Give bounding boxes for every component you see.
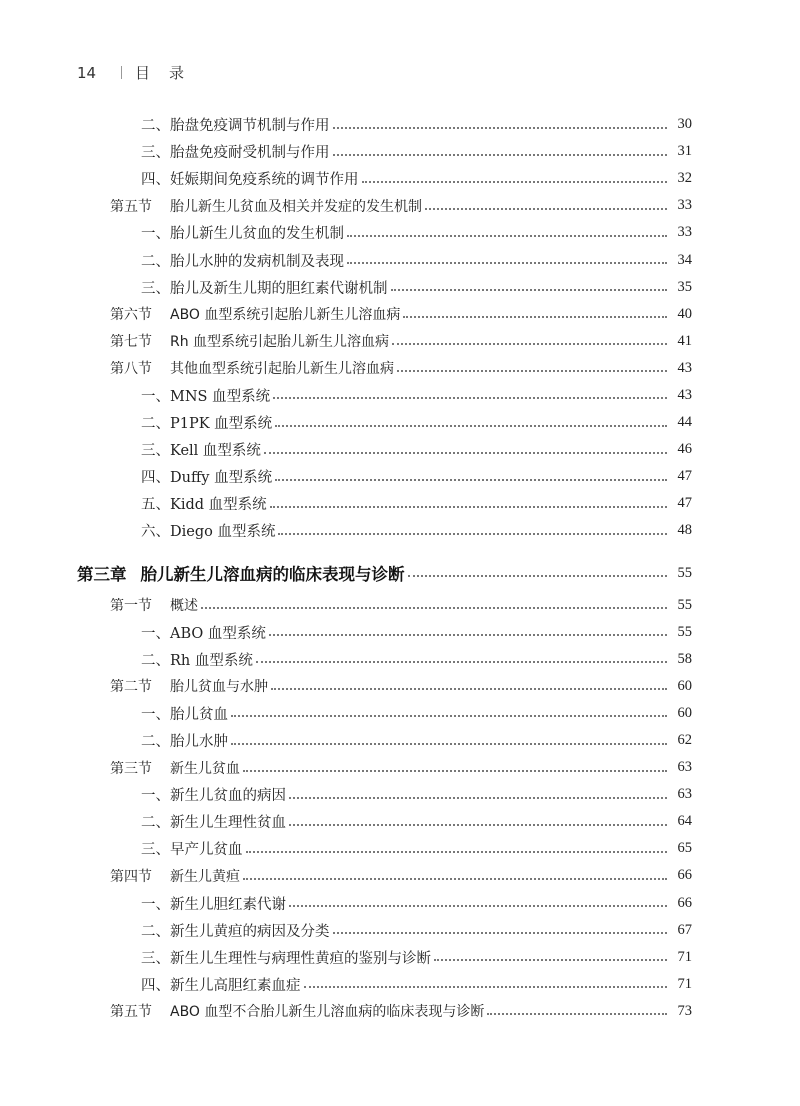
toc-sub-entry[interactable] bbox=[0, 971, 692, 998]
toc-entry-page-number: 35 bbox=[677, 278, 692, 295]
toc-entry-page-number: 60 bbox=[677, 677, 692, 694]
toc-entry-title: 二、胎儿水肿的发病机制及表现 bbox=[141, 253, 344, 270]
dot-leader bbox=[256, 661, 667, 663]
toc-section-entry[interactable] bbox=[0, 355, 692, 382]
toc-entry-label bbox=[141, 649, 253, 670]
table-of-contents bbox=[0, 111, 800, 1025]
dot-leader bbox=[333, 932, 668, 934]
toc-entry-label bbox=[141, 277, 388, 298]
toc-entry-page-number: 66 bbox=[677, 894, 692, 911]
toc-entry-label bbox=[141, 141, 330, 162]
toc-entry-page-number: 43 bbox=[677, 386, 692, 403]
dot-leader bbox=[333, 154, 668, 156]
toc-entry-label bbox=[110, 1001, 484, 1021]
dot-leader bbox=[273, 397, 667, 399]
toc-section-entry[interactable] bbox=[0, 192, 692, 219]
toc-entry-number: 第四节 bbox=[110, 868, 152, 885]
dot-leader bbox=[289, 797, 667, 799]
toc-sub-entry[interactable] bbox=[0, 219, 692, 246]
toc-entry-title: 二、新生儿生理性贫血 bbox=[141, 815, 286, 832]
toc-entry-title: 胎儿贫血与水肿 bbox=[170, 679, 268, 696]
toc-entry-number: 第五节 bbox=[110, 198, 152, 215]
toc-entry-page-number: 31 bbox=[677, 143, 692, 160]
dot-leader bbox=[397, 370, 667, 372]
toc-sub-entry[interactable] bbox=[0, 808, 692, 835]
toc-sub-entry[interactable] bbox=[0, 700, 692, 727]
toc-section-entry[interactable] bbox=[0, 301, 692, 328]
toc-entry-title: 三、新生儿生理性与病理性黄疸的鉴别与诊断 bbox=[141, 950, 431, 967]
toc-entry-label bbox=[141, 520, 275, 541]
toc-entry-number: 第六节 bbox=[110, 307, 152, 324]
toc-entry-label bbox=[141, 974, 301, 995]
toc-entry-title: 四、妊娠期间免疫系统的调节作用 bbox=[141, 172, 359, 189]
toc-entry-page-number: 63 bbox=[677, 759, 692, 776]
toc-entry-title: 三、胎儿及新生儿期的胆红素代谢机制 bbox=[141, 280, 388, 297]
toc-entry-page-number: 33 bbox=[677, 224, 692, 241]
toc-entry-page-number: 32 bbox=[677, 170, 692, 187]
toc-sub-entry[interactable] bbox=[0, 835, 692, 862]
toc-entry-title: 六、Diego 血型系统 bbox=[141, 524, 276, 541]
toc-entry-title: 二、Rh 血型系统 bbox=[141, 652, 253, 669]
toc-entry-title: 四、新生儿高胆红素血症 bbox=[141, 977, 301, 994]
dot-leader bbox=[289, 905, 667, 907]
toc-entry-number: 第五节 bbox=[110, 1004, 152, 1021]
toc-section-entry[interactable] bbox=[0, 754, 692, 781]
toc-entry-number: 第三节 bbox=[110, 760, 152, 777]
toc-entry-label bbox=[110, 358, 394, 378]
page-header bbox=[77, 62, 203, 83]
dot-leader bbox=[425, 208, 667, 210]
toc-entry-label bbox=[141, 730, 228, 751]
toc-entry-label bbox=[141, 439, 261, 460]
toc-entry-label bbox=[110, 595, 198, 615]
toc-entry-label bbox=[141, 703, 228, 724]
toc-entry-label bbox=[110, 331, 389, 351]
dot-leader bbox=[243, 878, 667, 880]
toc-entry-title: 一、新生儿贫血的病因 bbox=[141, 788, 286, 805]
toc-entry-number: 第七节 bbox=[110, 334, 152, 351]
toc-chapter-entry[interactable] bbox=[0, 557, 692, 590]
dot-leader bbox=[403, 316, 667, 318]
toc-sub-entry[interactable] bbox=[0, 619, 692, 646]
toc-entry-page-number: 73 bbox=[677, 1002, 692, 1019]
toc-entry-number: 第三章 bbox=[77, 565, 127, 584]
toc-section-entry[interactable] bbox=[0, 998, 692, 1025]
dot-leader bbox=[201, 607, 667, 609]
toc-entry-label bbox=[141, 811, 286, 832]
toc-sub-entry[interactable] bbox=[0, 111, 692, 138]
toc-entry-title: 一、新生儿胆红素代谢 bbox=[141, 896, 286, 913]
toc-entry-number: 第二节 bbox=[110, 679, 152, 696]
toc-section-entry[interactable] bbox=[0, 328, 692, 355]
toc-sub-entry[interactable] bbox=[0, 890, 692, 917]
dot-leader bbox=[391, 289, 668, 291]
toc-section-entry[interactable] bbox=[0, 592, 692, 619]
toc-entry-label bbox=[141, 222, 344, 243]
toc-entry-label bbox=[141, 893, 286, 914]
toc-entry-page-number: 44 bbox=[677, 414, 692, 431]
toc-entry-page-number: 58 bbox=[677, 650, 692, 667]
toc-sub-entry[interactable] bbox=[0, 463, 692, 490]
toc-entry-page-number: 55 bbox=[677, 596, 692, 613]
toc-entry-label bbox=[141, 622, 266, 643]
dot-leader bbox=[246, 851, 668, 853]
toc-entry-page-number: 34 bbox=[677, 251, 692, 268]
toc-entry-label bbox=[110, 676, 268, 696]
toc-sub-entry[interactable] bbox=[0, 436, 692, 463]
dot-leader bbox=[270, 506, 667, 508]
toc-entry-page-number: 60 bbox=[677, 704, 692, 721]
dot-leader bbox=[275, 479, 667, 481]
toc-entry-title: ABO 血型不合胎儿新生儿溶血病的临床表现与诊断 bbox=[170, 1004, 485, 1021]
toc-entry-page-number: 63 bbox=[677, 786, 692, 803]
dot-leader bbox=[362, 181, 668, 183]
toc-entry-page-number: 47 bbox=[677, 495, 692, 512]
toc-sub-entry[interactable] bbox=[0, 138, 692, 165]
toc-entry-title: 二、胎儿水肿 bbox=[141, 734, 228, 751]
dot-leader bbox=[243, 770, 667, 772]
dot-leader bbox=[264, 452, 667, 454]
toc-sub-entry[interactable] bbox=[0, 409, 692, 436]
toc-entry-label bbox=[141, 412, 272, 433]
page-number: 14 bbox=[77, 63, 97, 82]
toc-entry-page-number: 71 bbox=[677, 948, 692, 965]
toc-sub-entry[interactable] bbox=[0, 917, 692, 944]
toc-entry-label bbox=[110, 866, 240, 886]
toc-entry-label bbox=[141, 114, 330, 135]
dot-leader bbox=[271, 688, 667, 690]
dot-leader bbox=[304, 986, 668, 988]
toc-entry-label bbox=[141, 466, 272, 487]
dot-leader bbox=[347, 262, 667, 264]
toc-entry-title: 四、Duffy 血型系统 bbox=[141, 470, 273, 487]
toc-entry-label bbox=[141, 920, 330, 941]
toc-entry-page-number: 64 bbox=[677, 813, 692, 830]
toc-entry-number: 第一节 bbox=[110, 598, 152, 615]
toc-entry-page-number: 67 bbox=[677, 921, 692, 938]
dot-leader bbox=[269, 634, 667, 636]
dot-leader bbox=[392, 343, 667, 345]
toc-entry-title: 三、Kell 血型系统 bbox=[141, 443, 261, 460]
toc-entry-title: 二、新生儿黄疸的病因及分类 bbox=[141, 923, 330, 940]
toc-entry-label bbox=[110, 304, 400, 324]
toc-entry-page-number: 41 bbox=[677, 332, 692, 349]
dot-leader bbox=[275, 425, 667, 427]
toc-entry-label bbox=[141, 250, 344, 271]
toc-section-entry[interactable] bbox=[0, 862, 692, 889]
toc-entry-page-number: 55 bbox=[677, 623, 692, 640]
toc-entry-title: 五、Kidd 血型系统 bbox=[141, 497, 267, 514]
dot-leader bbox=[231, 743, 667, 745]
dot-leader bbox=[408, 575, 668, 577]
toc-sub-entry[interactable] bbox=[0, 246, 692, 273]
toc-sub-entry[interactable] bbox=[0, 274, 692, 301]
toc-entry-title: 二、胎盘免疫调节机制与作用 bbox=[141, 118, 330, 135]
toc-entry-title: 一、ABO 血型系统 bbox=[141, 625, 266, 642]
toc-entry-title: 新生儿黄疸 bbox=[170, 868, 240, 885]
toc-entry-title: 一、胎儿贫血 bbox=[141, 706, 228, 723]
toc-entry-page-number: 71 bbox=[677, 975, 692, 992]
dot-leader bbox=[487, 1013, 667, 1015]
toc-entry-page-number: 43 bbox=[677, 359, 692, 376]
toc-sub-entry[interactable] bbox=[0, 944, 692, 971]
toc-sub-entry[interactable] bbox=[0, 727, 692, 754]
header-title: 目录 bbox=[135, 64, 204, 82]
toc-entry-title: Rh 血型系统引起胎儿新生儿溶血病 bbox=[170, 334, 390, 351]
toc-entry-label bbox=[141, 784, 286, 805]
toc-entry-page-number: 33 bbox=[677, 197, 692, 214]
header-divider bbox=[121, 66, 122, 79]
toc-entry-number: 第八节 bbox=[110, 361, 152, 378]
dot-leader bbox=[231, 715, 667, 717]
toc-entry-label bbox=[141, 838, 243, 859]
dot-leader bbox=[333, 127, 668, 129]
toc-entry-title: 胎儿新生儿贫血及相关并发症的发生机制 bbox=[170, 198, 422, 215]
toc-entry-page-number: 30 bbox=[677, 116, 692, 133]
toc-entry-label bbox=[110, 758, 240, 778]
toc-section-entry[interactable] bbox=[0, 673, 692, 700]
toc-entry-page-number: 47 bbox=[677, 468, 692, 485]
toc-sub-entry[interactable] bbox=[0, 781, 692, 808]
dot-leader bbox=[289, 824, 667, 826]
toc-entry-label bbox=[141, 168, 359, 189]
toc-entry-page-number: 46 bbox=[677, 441, 692, 458]
toc-sub-entry[interactable] bbox=[0, 165, 692, 192]
toc-entry-title: 一、MNS 血型系统 bbox=[141, 388, 271, 405]
toc-entry-title: 概述 bbox=[170, 598, 198, 615]
toc-entry-title: 三、胎盘免疫耐受机制与作用 bbox=[141, 145, 330, 162]
dot-leader bbox=[347, 235, 667, 237]
toc-entry-title: 三、早产儿贫血 bbox=[141, 842, 243, 859]
toc-entry-page-number: 66 bbox=[677, 867, 692, 884]
toc-entry-page-number: 65 bbox=[677, 840, 692, 857]
toc-entry-title: 一、胎儿新生儿贫血的发生机制 bbox=[141, 226, 344, 243]
toc-entry-title: 胎儿新生儿溶血病的临床表现与诊断 bbox=[140, 565, 405, 584]
toc-entry-label bbox=[141, 493, 267, 514]
toc-entry-page-number: 48 bbox=[677, 522, 692, 539]
dot-leader bbox=[278, 533, 667, 535]
dot-leader bbox=[434, 959, 667, 961]
toc-entry-title: 二、P1PK 血型系统 bbox=[141, 416, 273, 433]
toc-entry-title: 其他血型系统引起胎儿新生儿溶血病 bbox=[170, 361, 394, 378]
toc-entry-label bbox=[110, 196, 422, 216]
toc-entry-page-number: 40 bbox=[677, 305, 692, 322]
toc-entry-label bbox=[77, 561, 405, 585]
toc-sub-entry[interactable] bbox=[0, 646, 692, 673]
toc-sub-entry[interactable] bbox=[0, 382, 692, 409]
toc-sub-entry[interactable] bbox=[0, 517, 692, 544]
toc-sub-entry[interactable] bbox=[0, 490, 692, 517]
toc-entry-page-number: 55 bbox=[677, 564, 692, 581]
toc-entry-page-number: 62 bbox=[677, 732, 692, 749]
toc-entry-title: 新生儿贫血 bbox=[170, 760, 240, 777]
toc-entry-label bbox=[141, 385, 270, 406]
toc-entry-label bbox=[141, 947, 431, 968]
toc-entry-title: ABO 血型系统引起胎儿新生儿溶血病 bbox=[170, 307, 401, 324]
